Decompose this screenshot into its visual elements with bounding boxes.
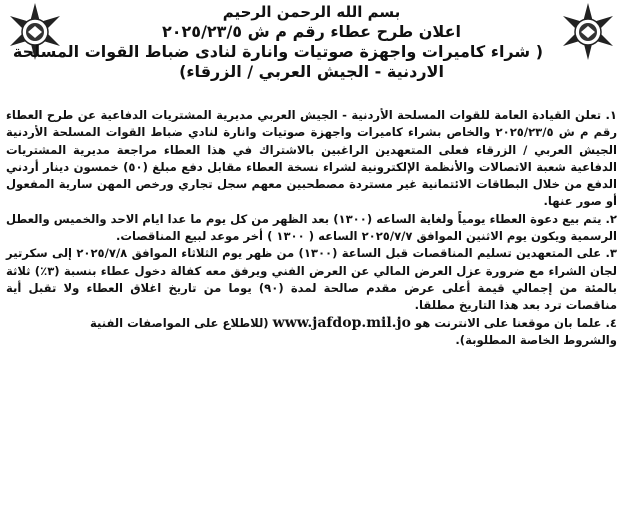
paragraph-1: ١. تعلن القيادة العامة للقوات المسلحة الأردنية - الجيش العربي مديرية المشتريات الدفاعية عن طرح العطاء رقم م ش ٢٠٢٥/٢٣/٥ والخاص بشراء كاميرات واجهزة صوتيات وانارة لنادي ضباط القوات المسلحة الأردنية الجيش العربي / الزرقاء فعلى المتعهدين الراغبين بالاشتراك في هذا العطاء مراجعة مديرية المشتريات الدفاعية شعبة الاتصالات والأنظمة الإلكترونية لشراء نسخة العطاء مقابل دفع مبلغ (٥٠) خمسون دينار أردني الدفع من خلال البطاقات الائتمانية غير مستردة مصطحبين معهم سجل تجاري ورخص المهن سارية المفعول أو صور عنها.: [6, 108, 617, 209]
armed-forces-emblem-icon: [557, 2, 619, 62]
tender-subject-line-1: ( شراء كاميرات واجهزة صوتيات وانارة لنادى ضباط القوات المسلحة: [12, 42, 543, 61]
paragraph-3: ٣. على المتعهدين تسليم المناقصات قبل الساعة (١٣٠٠) من ظهر يوم الثلاثاء الموافق ٢٠٢٥/٧/٨ إلى سكرتير لجان الشراء مع ضرورة عزل العرض المالي عن العرض الفني ويرفق معه كفالة دخول عطاء بنسبة (٣٪) ثلاثة بالمئة من إجمالي قيمة أعلى عرض مقدم صالحة لمدة (٩٠) يوما من تاريخ اغلاق العطاء ولا تقبل أية مناقصات ترد بعد هذا التاريخ مطلقا.: [6, 246, 617, 313]
paragraph-4-note: (للاطلاع على المواصفات الفنية: [89, 315, 269, 330]
advertisement-body: [6, 107, 617, 349]
basmala: بسم الله الرحمن الرحيم: [222, 3, 401, 21]
tender-title: اعلان طرح عطاء رقم م ش ٢٠٢٥/٢٣/٥: [162, 22, 461, 41]
paragraph-4-end: والشروط الخاصة المطلوبة).: [455, 332, 617, 347]
advertisement-header: [12, 2, 543, 82]
paragraph-4-intro: ٤. علما بان موقعنا على الانترنت هو: [415, 315, 617, 330]
paragraph-4: [6, 315, 617, 332]
paragraph-2: ٢. يتم بيع دعوة العطاء يومياً ولغاية الساعه (١٣٠٠) بعد الظهر من كل يوم ما عدا ايام الاحد والخميس والعطل الرسمية ويكون يوم الاثنين الموافق ٢٠٢٥/٧/٧ الساعه ( ١٣٠٠ ) أخر موعد لبيع المناقصات.: [6, 211, 617, 244]
tender-subject-line-2: الاردنية - الجيش العربي / الزرقاء): [179, 62, 444, 81]
website-link[interactable]: www.jafdop.mil.jo: [272, 314, 411, 331]
